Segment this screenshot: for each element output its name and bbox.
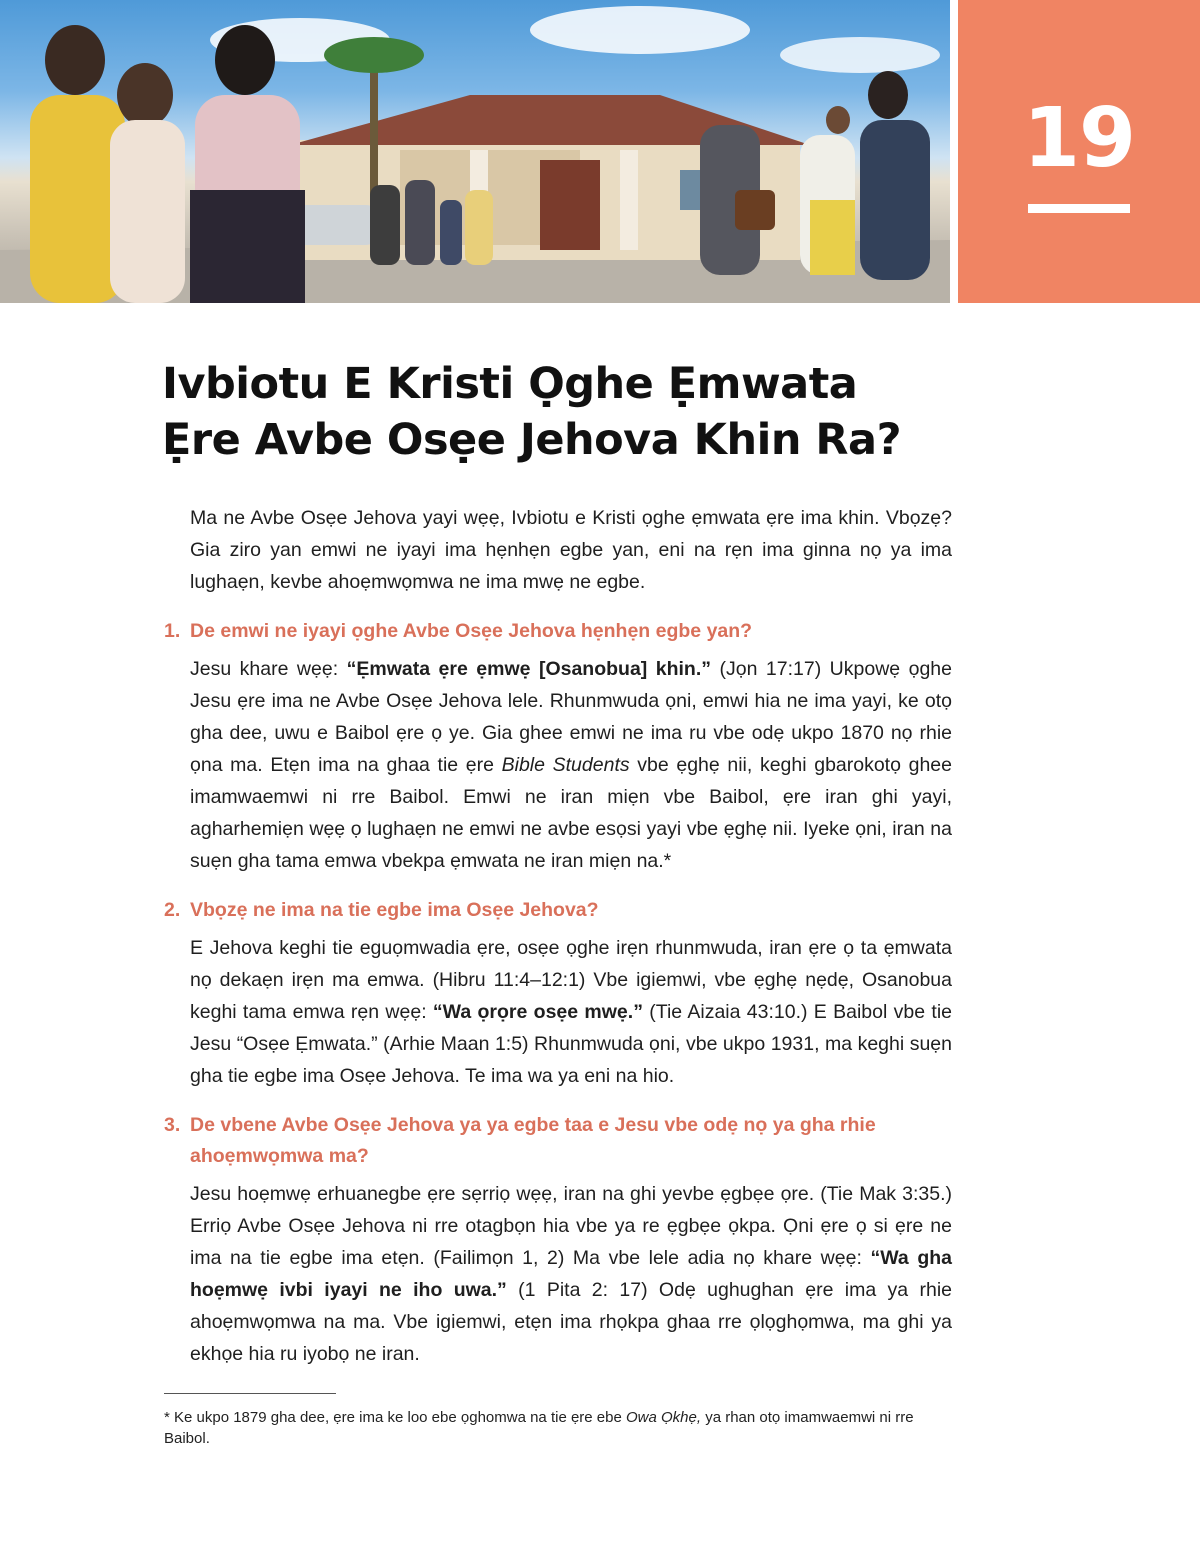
answer-text: Jesu hoẹmwẹ erhuanegbe ẹre sẹrriọ wẹẹ, iran na ghi yevbe ẹgbẹe ọre. (Tie Mak 3:35.) Erriọ Avbe Osẹe Jehova ni rre otagbọn hia vbe ya re ẹgbẹe ọkpa. Ọni ẹre ọ si ẹre ne ima na tie egbe ima etẹn. (Failimọn 1, 2) Ma vbe lele adia nọ khare wẹẹ: [190, 1183, 952, 1269]
answer-paragraph [190, 653, 952, 877]
question-heading [164, 1110, 952, 1172]
answer-paragraph [190, 932, 952, 1092]
italic-term: Bible Students [501, 754, 630, 776]
scripture-quote: “Ẹmwata ẹre ẹmwẹ [Osanobua] khin.” [346, 658, 712, 680]
question-number: 3. [164, 1114, 181, 1136]
page-title [162, 356, 1042, 468]
footnote-divider [164, 1393, 336, 1394]
photo-illustration [0, 0, 950, 303]
scripture-quote: “Wa gha hoẹmwẹ ivbi iyayi ne iho uwa.” [190, 1247, 952, 1301]
footnote-italic: Owa Ọkhẹ, [626, 1409, 702, 1426]
answer-text: (Jọn 17:17) Ukpowẹ ọghe Jesu ẹre ima ne Avbe Osẹe Jehova lele. Rhunmwuda ọni, emwi hia ne ima yayi, ke otọ gha dee, uwu e Baibol ẹre ọ ye. Gia ghee emwi ne ima ru vbe odẹ ukpo 1870 nọ rhie ọna ma. Etẹn ima na ghaa tie ẹre [190, 658, 952, 776]
answer-text: E Jehova keghi tie eguọmwadia ẹre, osẹe ọghe irẹn rhunmwuda, iran ẹre ọ ta ẹmwata nọ dekaẹn irẹn ma emwa. (Hibru 11:4–12:1) Vbe igiemwi, vbe ẹghẹ nẹdẹ, Osanobua keghi tama emwa rẹn wẹẹ: [190, 937, 952, 1023]
question-text: Vbọzẹ ne ima na tie egbe ima Osẹe Jehova? [190, 899, 599, 921]
answer-paragraph [190, 1178, 952, 1370]
question-heading [164, 895, 952, 926]
chapter-tab [958, 0, 1200, 303]
header-photo [0, 0, 950, 303]
article-body [164, 502, 952, 1388]
section-2 [164, 895, 952, 1092]
chapter-underline [1028, 204, 1130, 213]
title-line-1: Ivbiotu E Kristi Ọghe Ẹmwata [162, 359, 858, 409]
answer-text: (1 Pita 2: 17) Odẹ ughughan ẹre ima ya rhie ahoẹmwọmwa na ma. Vbe igiemwi, etẹn ima rhọkpa ghaa rre ọlọghọmwa, ma ghi ya ekhọe hia ru iyobọ ne iran. [190, 1279, 952, 1365]
question-number: 2. [164, 899, 181, 921]
section-1 [164, 616, 952, 877]
question-number: 1. [164, 620, 181, 642]
answer-text: (Tie Aizaia 43:10.) E Baibol vbe tie Jesu “Osẹe Ẹmwata.” (Arhie Maan 1:5) Rhunmwuda ọni, vbe ukpo 1931, ma keghi suẹn gha tie egbe ima Osẹe Jehova. Te ima wa ya eni na hio. [190, 1001, 952, 1087]
question-text: De emwi ne iyayi ọghe Avbe Osẹe Jehova hẹnhẹn egbe yan? [190, 620, 753, 642]
footnote [164, 1407, 952, 1449]
question-heading [164, 616, 952, 647]
scripture-quote: “Wa ọrọre osẹe mwẹ.” [432, 1001, 643, 1023]
title-line-2: Ẹre Avbe Osẹe Jehova Khin Ra? [162, 415, 902, 465]
answer-text: Jesu khare wẹẹ: [190, 658, 347, 680]
footnote-text: ya rhan otọ imamwaemwi ni rre Baibol. [164, 1409, 914, 1447]
section-3 [164, 1110, 952, 1370]
chapter-number: 19 [1022, 91, 1136, 186]
question-text: De vbene Avbe Osẹe Jehova ya ya egbe taa e Jesu vbe odẹ nọ ya gha rhie ahoẹmwọmwa ma? [190, 1114, 876, 1167]
intro-paragraph: Ma ne Avbe Osẹe Jehova yayi wẹẹ, Ivbiotu e Kristi ọghe ẹmwata ẹre ima khin. Vbọzẹ? Gia ziro yan emwi ne iyayi ima hẹnhẹn egbe yan, eni na rẹn ima ginna nọ ya ima lughaẹn, kevbe ahoẹmwọmwa ne ima mwẹ ne egbe. [190, 507, 952, 593]
footnote-text: * Ke ukpo 1879 gha dee, ẹre ima ke loo ebe ọghomwa na tie ẹre ebe [164, 1409, 626, 1426]
answer-text: vbe ẹghẹ nii, keghi gbarokotọ ghee imamwaemwi ni rre Baibol. Emwi ne iran miẹn vbe Baibol, ẹre iran ghi yayi, agharhemiẹn wẹẹ ọ lughaẹn ne emwi ne avbe esọsi yayi vbe ẹghẹ nii. Iyeke ọni, iran na suẹn gha tama emwa vbekpa ẹmwata ne iran miẹn na.* [190, 754, 952, 872]
